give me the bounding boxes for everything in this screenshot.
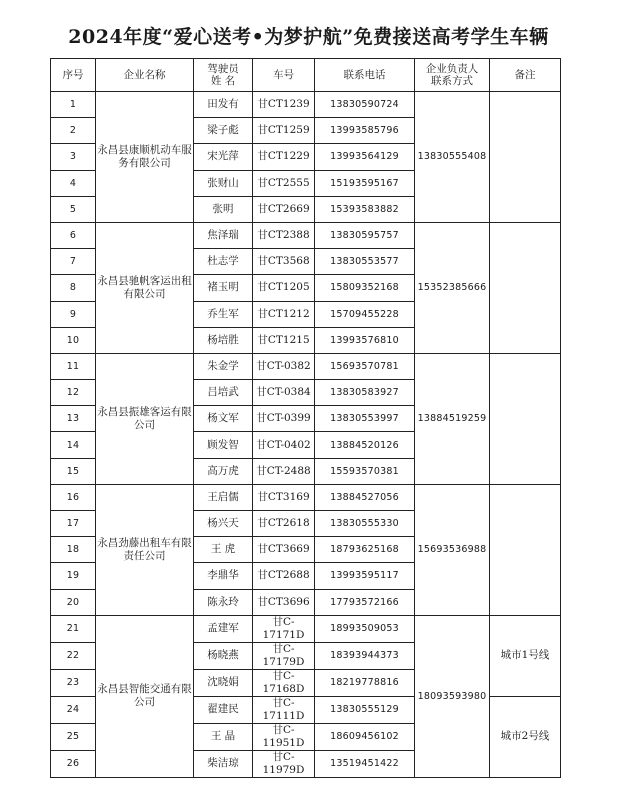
phone-cell: 18219778816 — [315, 669, 415, 696]
plate-cell: 甘CT1259 — [253, 118, 315, 144]
phone-cell: 18793625168 — [315, 537, 415, 563]
phone-cell: 18393944373 — [315, 642, 415, 669]
plate-cell: 甘C-17168D — [253, 669, 315, 696]
seq-cell: 21 — [51, 615, 96, 642]
header-remark: 备注 — [490, 59, 561, 92]
plate-cell: 甘C-17111D — [253, 696, 315, 723]
header-seq: 序号 — [51, 59, 96, 92]
driver-cell: 翟建民 — [194, 696, 253, 723]
plate-cell: 甘CT1205 — [253, 275, 315, 301]
plate-cell: 甘CT2388 — [253, 222, 315, 248]
header-contact: 企业负责人 联系方式 — [415, 59, 490, 92]
phone-cell: 13830555330 — [315, 511, 415, 537]
plate-cell: 甘CT-0402 — [253, 432, 315, 458]
plate-cell: 甘CT1239 — [253, 92, 315, 118]
phone-cell: 15693570781 — [315, 353, 415, 379]
driver-cell: 朱金学 — [194, 353, 253, 379]
driver-cell: 宋光萍 — [194, 144, 253, 170]
remark-cell — [490, 92, 561, 223]
driver-cell: 张财山 — [194, 170, 253, 196]
driver-cell: 杨兴天 — [194, 511, 253, 537]
phone-cell: 13993595117 — [315, 563, 415, 589]
phone-cell: 13830583927 — [315, 380, 415, 406]
remark-cell: 城市2号线 — [490, 696, 561, 777]
seq-cell: 15 — [51, 458, 96, 484]
seq-cell: 4 — [51, 170, 96, 196]
seq-cell: 18 — [51, 537, 96, 563]
plate-cell: 甘CT3669 — [253, 537, 315, 563]
driver-cell: 褚玉明 — [194, 275, 253, 301]
phone-cell: 15393583882 — [315, 196, 415, 222]
table-row — [51, 484, 561, 510]
driver-cell: 梁子彪 — [194, 118, 253, 144]
driver-cell: 杨晓燕 — [194, 642, 253, 669]
driver-cell: 陈永玲 — [194, 589, 253, 615]
phone-cell: 13830590724 — [315, 92, 415, 118]
phone-cell: 17793572166 — [315, 589, 415, 615]
company-cell: 永昌县振雄客运有限公司 — [96, 353, 194, 484]
plate-cell: 甘CT-0399 — [253, 406, 315, 432]
plate-cell: 甘CT1229 — [253, 144, 315, 170]
driver-cell: 柴洁琼 — [194, 750, 253, 777]
phone-cell: 13993585796 — [315, 118, 415, 144]
header-phone: 联系电话 — [315, 59, 415, 92]
company-cell: 永昌县智能交通有限公司 — [96, 615, 194, 777]
plate-cell: 甘CT1215 — [253, 327, 315, 353]
plate-cell: 甘CT3169 — [253, 484, 315, 510]
seq-cell: 25 — [51, 723, 96, 750]
driver-cell: 顾发智 — [194, 432, 253, 458]
remark-cell — [490, 222, 561, 353]
plate-cell: 甘C-11951D — [253, 723, 315, 750]
seq-cell: 17 — [51, 511, 96, 537]
seq-cell: 19 — [51, 563, 96, 589]
driver-cell: 杜志学 — [194, 249, 253, 275]
driver-cell: 乔生军 — [194, 301, 253, 327]
phone-cell: 15593570381 — [315, 458, 415, 484]
seq-cell: 11 — [51, 353, 96, 379]
vehicle-table — [50, 58, 561, 778]
remark-cell: 城市1号线 — [490, 615, 561, 696]
company-cell: 永昌县康顺机动车服务有限公司 — [96, 92, 194, 223]
table-body — [51, 92, 561, 778]
seq-cell: 9 — [51, 301, 96, 327]
driver-cell: 杨文军 — [194, 406, 253, 432]
phone-cell: 13993576810 — [315, 327, 415, 353]
seq-cell: 16 — [51, 484, 96, 510]
seq-cell: 12 — [51, 380, 96, 406]
plate-cell: 甘CT-0384 — [253, 380, 315, 406]
phone-cell: 15193595167 — [315, 170, 415, 196]
driver-cell: 李鼎华 — [194, 563, 253, 589]
remark-cell — [490, 484, 561, 615]
remark-cell — [490, 353, 561, 484]
contact-cell: 13884519259 — [415, 353, 490, 484]
contact-cell: 18093593980 — [415, 615, 490, 777]
table-row — [51, 92, 561, 118]
contact-cell: 15352385666 — [415, 222, 490, 353]
seq-cell: 3 — [51, 144, 96, 170]
company-cell: 永昌劲藤出租车有限责任公司 — [96, 484, 194, 615]
header-company: 企业名称 — [96, 59, 194, 92]
seq-cell: 26 — [51, 750, 96, 777]
seq-cell: 5 — [51, 196, 96, 222]
plate-cell: 甘CT3696 — [253, 589, 315, 615]
phone-cell: 13519451422 — [315, 750, 415, 777]
header-driver: 驾驶员 姓 名 — [194, 59, 253, 92]
seq-cell: 10 — [51, 327, 96, 353]
driver-cell: 焦泽瑞 — [194, 222, 253, 248]
driver-cell: 高万虎 — [194, 458, 253, 484]
plate-cell: 甘CT-0382 — [253, 353, 315, 379]
driver-cell: 田发有 — [194, 92, 253, 118]
seq-cell: 23 — [51, 669, 96, 696]
table-row — [51, 353, 561, 379]
driver-cell: 杨培胜 — [194, 327, 253, 353]
contact-cell: 13830555408 — [415, 92, 490, 223]
plate-cell: 甘C-17171D — [253, 615, 315, 642]
driver-cell: 张明 — [194, 196, 253, 222]
driver-cell: 王 虎 — [194, 537, 253, 563]
seq-cell: 14 — [51, 432, 96, 458]
plate-cell: 甘CT-2488 — [253, 458, 315, 484]
seq-cell: 8 — [51, 275, 96, 301]
phone-cell: 15809352168 — [315, 275, 415, 301]
phone-cell: 15709455228 — [315, 301, 415, 327]
seq-cell: 2 — [51, 118, 96, 144]
phone-cell: 13830553577 — [315, 249, 415, 275]
driver-cell: 王启儒 — [194, 484, 253, 510]
plate-cell: 甘C-11979D — [253, 750, 315, 777]
seq-cell: 1 — [51, 92, 96, 118]
phone-cell: 13993564129 — [315, 144, 415, 170]
seq-cell: 24 — [51, 696, 96, 723]
phone-cell: 13830555129 — [315, 696, 415, 723]
driver-cell: 孟建军 — [194, 615, 253, 642]
phone-cell: 13830553997 — [315, 406, 415, 432]
table-row — [51, 615, 561, 642]
phone-cell: 18609456102 — [315, 723, 415, 750]
phone-cell: 13884527056 — [315, 484, 415, 510]
driver-cell: 王 晶 — [194, 723, 253, 750]
phone-cell: 13830595757 — [315, 222, 415, 248]
seq-cell: 20 — [51, 589, 96, 615]
plate-cell: 甘CT2618 — [253, 511, 315, 537]
seq-cell: 22 — [51, 642, 96, 669]
driver-cell: 吕培武 — [194, 380, 253, 406]
plate-cell: 甘CT1212 — [253, 301, 315, 327]
plate-cell: 甘CT3568 — [253, 249, 315, 275]
driver-cell: 沈晓娟 — [194, 669, 253, 696]
table-header-row — [51, 59, 561, 92]
plate-cell: 甘CT2669 — [253, 196, 315, 222]
page-title: 2024年度“爱心送考•为梦护航”免费接送高考学生车辆 — [68, 26, 549, 48]
seq-cell: 6 — [51, 222, 96, 248]
plate-cell: 甘C-17179D — [253, 642, 315, 669]
company-cell: 永昌县驰帆客运出租有限公司 — [96, 222, 194, 353]
phone-cell: 13884520126 — [315, 432, 415, 458]
seq-cell: 13 — [51, 406, 96, 432]
plate-cell: 甘CT2688 — [253, 563, 315, 589]
table-row — [51, 222, 561, 248]
header-plate: 车号 — [253, 59, 315, 92]
plate-cell: 甘CT2555 — [253, 170, 315, 196]
seq-cell: 7 — [51, 249, 96, 275]
phone-cell: 18993509053 — [315, 615, 415, 642]
contact-cell: 15693536988 — [415, 484, 490, 615]
